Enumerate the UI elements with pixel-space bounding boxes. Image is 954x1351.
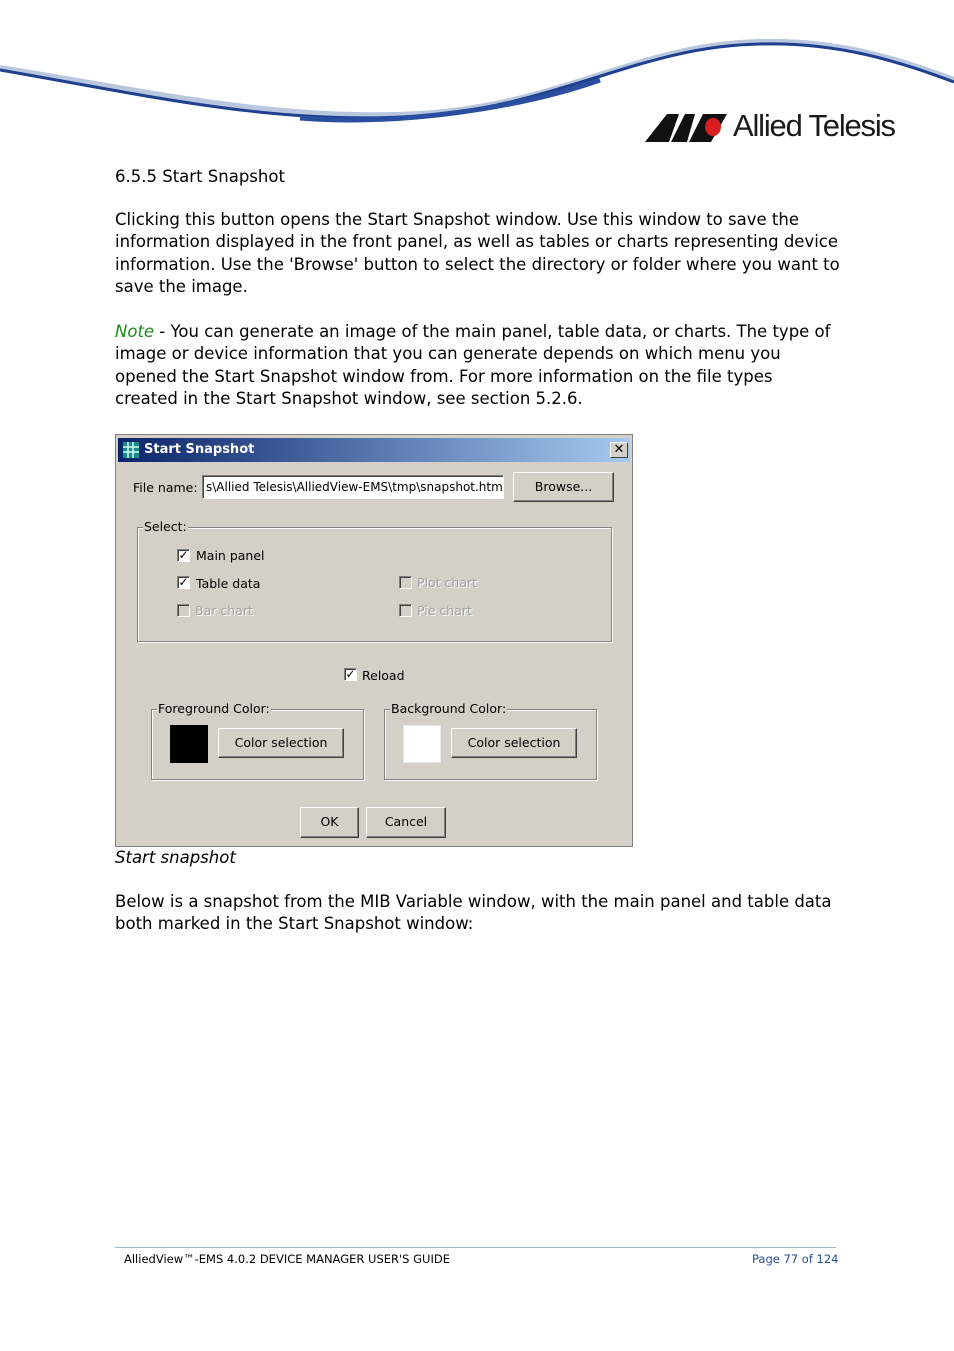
select-group-title: Select: [144,519,187,534]
main-panel-checkbox[interactable] [177,549,190,562]
main-panel-label: Main panel [196,548,265,563]
section-heading: 6.5.5 Start Snapshot [115,167,285,186]
pie-chart-label: Pie chart [417,603,472,618]
followup-paragraph: Below is a snapshot from the MIB Variable window, with the main panel and table data both marked in the Start Snapshot window: [115,892,832,934]
file-name-label: File name: [133,480,198,495]
browse-button[interactable]: Browse... [513,472,614,502]
start-snapshot-dialog [115,434,633,847]
table-data-label: Table data [196,576,261,591]
bar-chart-checkbox[interactable] [177,604,190,617]
check-icon: ✓ [178,548,189,562]
plot-chart-checkbox[interactable] [399,576,412,589]
logo-mark-icon [645,112,727,142]
foreground-color-selection-button[interactable]: Color selection [218,728,344,758]
intro-paragraph: Clicking this button opens the Start Snapshot window. Use this window to save the information displayed in the front panel, as well as tables or charts representing device information. Use the 'Browse' button to select the directory or folder where you want to save the image. [115,210,840,297]
file-name-input[interactable]: s\Allied Telesis\AlliedView-EMS\tmp\snapshot.htm [202,475,504,499]
reload-label: Reload [362,668,405,683]
dialog-title: Start Snapshot [144,442,255,457]
close-icon: ✕ [613,442,625,457]
ok-button[interactable]: OK [300,807,359,838]
background-color-selection-button[interactable]: Color selection [451,728,577,758]
footer-page-number: Page 77 of 124 [752,1252,839,1266]
footer-divider [115,1247,836,1248]
bar-chart-label: Bar chart [195,603,253,618]
logo-text: Allied Telesis [733,108,895,143]
pie-chart-checkbox[interactable] [399,604,412,617]
background-color-swatch [403,725,441,763]
check-icon: ✓ [345,667,356,681]
reload-checkbox[interactable] [344,668,357,681]
plot-chart-label: Plot chart [417,575,478,590]
foreground-color-title: Foreground Color: [158,701,270,716]
snapshot-grid-icon [123,442,139,458]
note-text: - You can generate an image of the main panel, table data, or charts. The type of image or device information that you can generate depends on which menu you opened the Start Snapshot window from. For more information on the file types created in the Start Snapshot window, see section 5.2.6. [115,322,831,409]
foreground-color-group [151,701,364,780]
footer-guide-title: AlliedView™-EMS 4.0.2 DEVICE MANAGER USER'S GUIDE [124,1252,450,1266]
figure-caption: Start snapshot [115,848,236,867]
check-icon: ✓ [178,575,189,589]
close-button[interactable] [610,442,628,458]
note-paragraph [115,321,840,411]
note-label: Note [115,322,155,341]
table-data-checkbox[interactable] [177,576,190,589]
background-color-group [384,701,597,780]
select-group [137,519,612,642]
background-color-title: Background Color: [391,701,507,716]
foreground-color-swatch [170,725,208,763]
cancel-button[interactable]: Cancel [366,807,446,838]
dialog-titlebar[interactable] [118,438,630,462]
